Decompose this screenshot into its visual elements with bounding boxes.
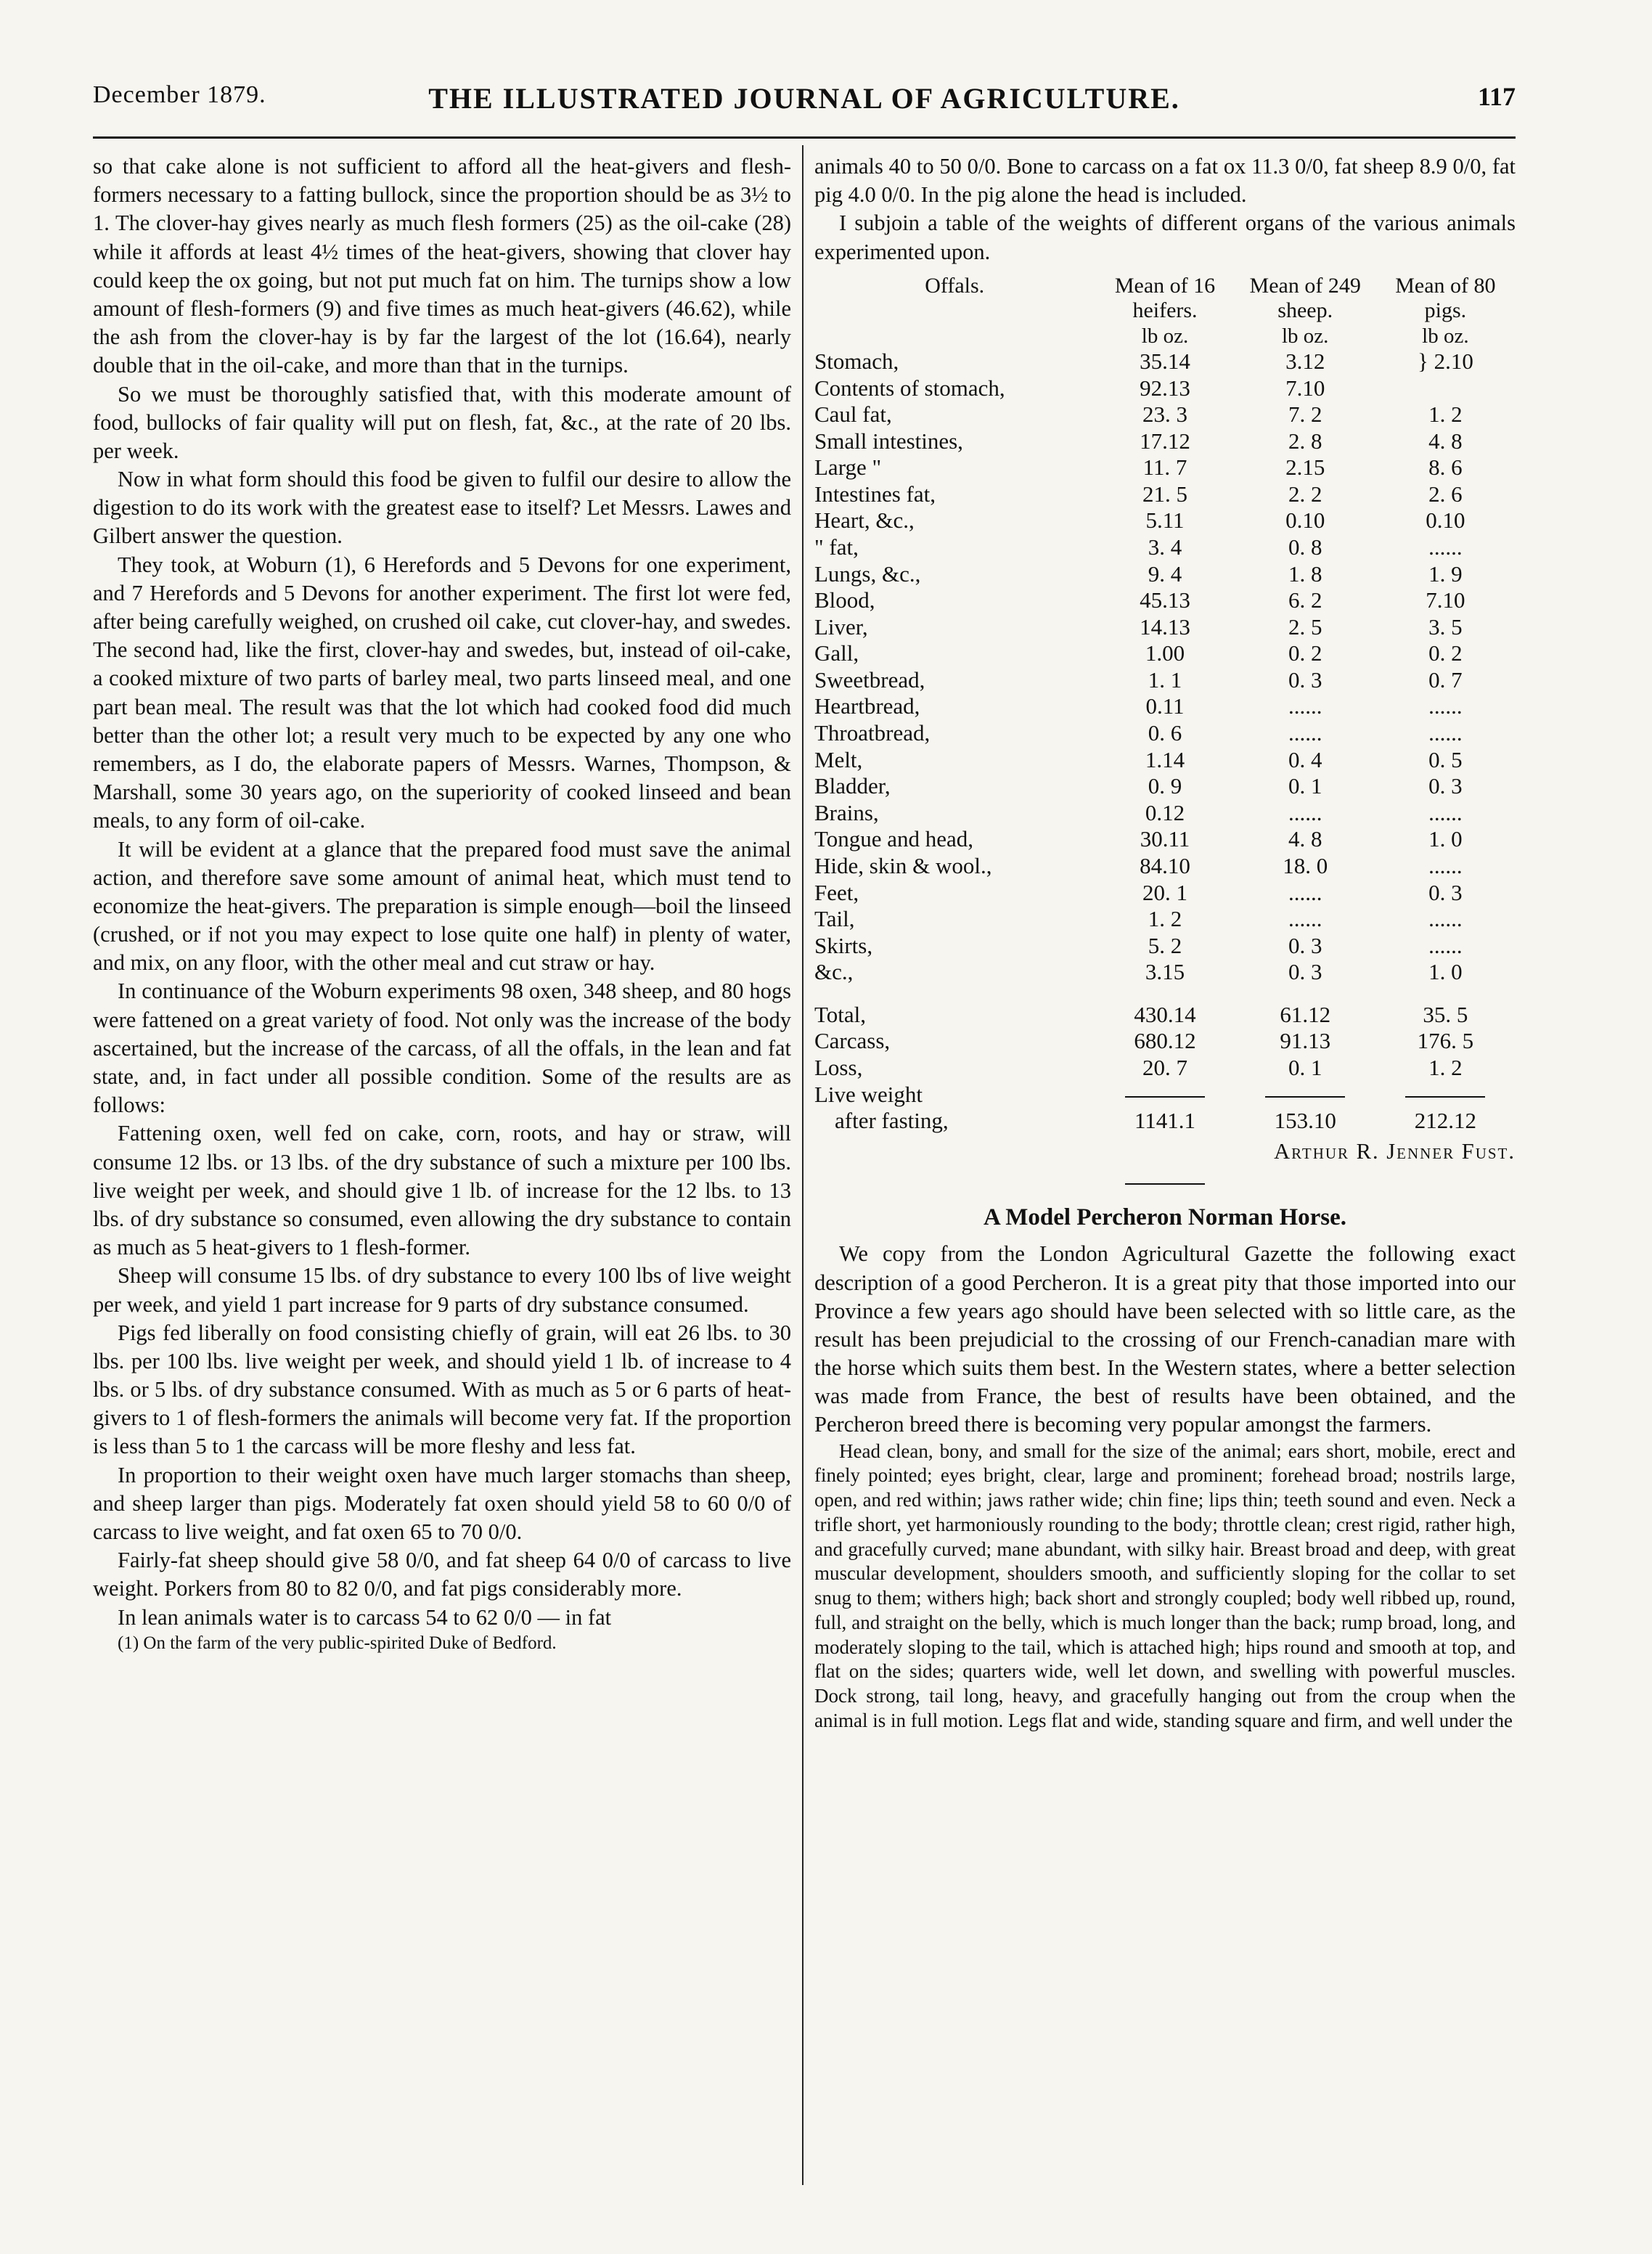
cell-pigs: 2. 6: [1428, 481, 1463, 507]
header-rule: [93, 136, 1516, 139]
row-label: Large ": [814, 454, 882, 481]
cell-pigs: 1. 0: [1428, 826, 1463, 852]
paragraph: It will be evident at a glance that the prepared food must save the animal action, and therefore save some amount of animal heat, which must tend to economize the heat-givers. The preparation is simple enough—boil the linseed (crushed, or if not you may expect to lose quite one half) in plenty of water, and mix, on any floor, with the other meal and cut straw or hay.: [93, 836, 791, 976]
cell-pigs: 176. 5: [1417, 1028, 1474, 1054]
row-label: Throatbread,: [814, 720, 931, 746]
rule-cell: [1235, 1082, 1375, 1108]
offals-table: [814, 274, 1516, 1135]
cell-pigs: ......: [1428, 720, 1463, 746]
cell-pigs: 7.10: [1426, 587, 1465, 613]
cell-pigs: ......: [1428, 852, 1463, 878]
paragraph: In lean animals water is to carcass 54 to 62 0/0 — in fat: [118, 1604, 612, 1630]
column-divider: [802, 145, 803, 2185]
cell-heifers: 17.12: [1140, 428, 1190, 454]
column-header: Mean of 249 sheep.: [1249, 273, 1361, 323]
row-label: after fasting,: [835, 1108, 949, 1134]
cell-pigs: 4. 8: [1428, 428, 1463, 454]
column-header: Offals.: [925, 273, 985, 298]
cell-heifers: 5. 2: [1148, 932, 1182, 958]
cell-sheep: 153.10: [1274, 1108, 1336, 1134]
row-label: Live weight: [814, 1081, 923, 1107]
table-row: [814, 561, 1516, 588]
cell-sheep: 0. 3: [1288, 666, 1322, 693]
rule-cell: [1375, 1082, 1516, 1108]
cell-sheep: 7. 2: [1288, 401, 1322, 428]
row-label: Heartbread,: [814, 693, 920, 719]
paragraph: Fattening oxen, well fed on cake, corn, roots, and hay or straw, will consume 12 lbs. or 13 lbs. of the dry substance of such a mixture per 100 lbs. live weight per week, and should give 1 lb. of increase for the 12 lbs. to 13 lbs. of dry substance so consumed, even allowing the dry substance to contain as much as 5 heat-givers to 1 flesh-former.: [93, 1121, 791, 1260]
cell-sheep: ......: [1288, 693, 1322, 719]
paragraph: Pigs fed liberally on food consisting chiefly of grain, will eat 26 lbs. to 30 lbs. per 100 lbs. live weight per week, and should yield 1 lb. of increase to 4 lbs. or 5 lbs. of dry substance consumed. With as much as 5 or 6 parts of heat-givers to 1 of flesh-formers the animals will become very fat. If the proportion is less than 5 to 1 the carcass will be more fleshy and less fat.: [93, 1320, 791, 1459]
table-row: [814, 1002, 1516, 1029]
page-header: [93, 81, 1516, 125]
table-row: [814, 1082, 1516, 1108]
cell-heifers: 0. 6: [1148, 720, 1182, 746]
column-header: Mean of 80 pigs.: [1395, 273, 1496, 323]
left-column: [93, 152, 791, 1655]
cell-heifers: 1. 1: [1148, 666, 1182, 693]
table-row: [814, 428, 1516, 455]
cell-heifers: 680.12: [1134, 1028, 1196, 1054]
paragraph: In continuance of the Woburn experiments 98 oxen, 348 sheep, and 80 hogs were fattened on a great variety of food. Not only was the increase of the body ascertained, but the increase of the carcass, of all the offals, in the lean and fat state, and, in fact under all possible condition. Some of the results are as follows:: [93, 979, 791, 1118]
cell-pigs: 0.10: [1426, 507, 1465, 534]
cell-pigs: ......: [1428, 932, 1463, 958]
row-label: Contents of stomach,: [814, 375, 1005, 401]
cell-sheep: 2. 8: [1288, 428, 1322, 454]
cell-pigs: ......: [1428, 534, 1463, 560]
paragraph: I subjoin a table of the weights of different organs of the various animals experimented upon.: [814, 211, 1516, 264]
cell-heifers: 21. 5: [1142, 481, 1187, 507]
paragraph: so that cake alone is not sufficient to afford all the heat-givers and flesh-formers necessary to a fatting bullock, since the proportion should be as 3½ to 1. The clover-hay gives nearly as much flesh formers (25) as the oil-cake (28) while it affords at least 4½ times of the heat-givers, showing that clover hay could keep the ox going, but not put much fat on him. The turnips show a low amount of flesh-formers (9) and five times as much heat-givers (46.62), while the ash from the clover-hay is by far the largest of the lot (16.64), nearly double that in the oil-cake, and more than that in the turnips.: [93, 154, 791, 378]
table-row: [814, 933, 1516, 960]
cell-heifers: 0. 9: [1148, 773, 1182, 799]
cell-pigs: 0. 3: [1428, 879, 1463, 905]
cell-sheep: 91.13: [1280, 1028, 1331, 1054]
table-row: [814, 534, 1516, 561]
row-label: Stomach,: [814, 348, 899, 374]
right-column: [814, 152, 1516, 1734]
page-number: 117: [1477, 82, 1516, 111]
table-row: [814, 401, 1516, 428]
cell-pigs: [1375, 375, 1516, 402]
table-row: [814, 853, 1516, 880]
cell-heifers: 1.00: [1145, 640, 1185, 666]
cell-heifers: 1. 2: [1148, 906, 1182, 932]
author-signature: Arthur R. Jenner Fust.: [1274, 1138, 1516, 1164]
cell-heifers: 3. 4: [1148, 534, 1182, 560]
paragraph: So we must be thoroughly satisfied that, with this moderate amount of food, bullocks of fair quality will put on flesh, fat, &c., at the rate of 20 lbs. per week.: [93, 381, 791, 463]
cell-pigs: 35. 5: [1423, 1001, 1468, 1027]
spacer-cell: [814, 986, 1516, 1002]
description-paragraph: Head clean, bony, and small for the size of the animal; ears short, mobile, erect and finely pointed; eyes bright, clear, large and prominent; forehead broad; nostrils large, open, and red within; jaws rather wide; chin fine; lips thin; teeth sound and even. Neck a trifle short, yet harmoniously rounding to the body; throttle clean; crest rigid, rather high, and gracefully curved; mane abundant, with silky hair. Breast broad and deep, with great muscular development, shoulders smooth, and sufficiently sloping for the collar to set snug to them; withers high; back short and strongly coupled; body well ribbed up, round, full, and straight on the belly, which is much longer than the back; rump broad, long, and moderately sloping to the tail, which is attached high; hips round and smooth at top, and flat on the sides; quarters wide, well let down, and swelling with powerful muscles. Dock strong, tail long, heavy, and gracefully hanging out from the croup when the animal is in full motion. Legs flat and wide, standing square and firm, and well under the: [814, 1440, 1516, 1731]
cell-sheep: 2. 2: [1288, 481, 1322, 507]
cell-pigs: 0. 7: [1428, 666, 1463, 693]
table-header-row: [814, 274, 1516, 324]
row-label: Melt,: [814, 746, 863, 772]
cell-heifers: 23. 3: [1142, 401, 1187, 428]
rule-cell: [1095, 1082, 1235, 1108]
row-label: Bladder,: [814, 773, 891, 799]
cell-sheep: 18. 0: [1283, 852, 1328, 878]
cell-pigs: 0. 3: [1428, 773, 1463, 799]
cell-pigs: ......: [1428, 906, 1463, 932]
sum-rule: [1125, 1096, 1205, 1102]
cell-pigs: 1. 9: [1428, 560, 1463, 587]
journal-title: THE ILLUSTRATED JOURNAL OF AGRICULTURE.: [428, 82, 1180, 115]
row-label: Loss,: [814, 1055, 863, 1080]
section-separator: [1125, 1183, 1205, 1185]
row-label: Feet,: [814, 879, 859, 905]
cell-sheep: 0. 1: [1288, 773, 1322, 799]
paragraph: animals 40 to 50 0/0. Bone to carcass on a fat ox 11.3 0/0, fat sheep 8.9 0/0, fat pig 4.0 0/0. In the pig alone the head is included.: [814, 154, 1516, 208]
column-header: Mean of 16 heifers.: [1114, 273, 1216, 323]
row-label: Tail,: [814, 906, 855, 932]
table-row: [814, 747, 1516, 774]
cell-sheep: 0. 1: [1288, 1055, 1322, 1080]
cell-sheep: 0. 8: [1288, 534, 1322, 560]
table-row: [814, 454, 1516, 481]
table-row: [814, 720, 1516, 747]
table-row: [814, 640, 1516, 667]
paragraph: Now in what form should this food be given to fulfil our desire to allow the digestion to do its work with the greatest ease to itself? Let Messrs. Lawes and Gilbert answer the question.: [93, 467, 791, 549]
row-label: Caul fat,: [814, 401, 892, 428]
cell-sheep: 0. 2: [1288, 640, 1322, 666]
row-label: Heart, &c.,: [814, 507, 915, 534]
cell-heifers: 9. 4: [1148, 560, 1182, 587]
table-row: [814, 507, 1516, 534]
cell-sheep: ......: [1288, 906, 1322, 932]
unit-row: [814, 324, 1516, 348]
row-label: Gall,: [814, 640, 859, 666]
row-label: Tongue and head,: [814, 826, 974, 852]
cell-sheep: 0. 3: [1288, 959, 1322, 985]
cell-pigs: 0. 5: [1428, 746, 1463, 772]
cell-heifers: 11. 7: [1142, 454, 1187, 481]
cell-heifers: 14.13: [1140, 613, 1190, 640]
row-label: Brains,: [814, 799, 879, 825]
unit-cell: lb oz.: [1281, 324, 1329, 348]
issue-date: December 1879.: [93, 81, 266, 108]
cell-sheep: 7.10: [1285, 375, 1325, 401]
table-row: [814, 906, 1516, 933]
unit-cell-empty: [814, 324, 1095, 348]
cell-heifers: 35.14: [1140, 348, 1190, 374]
row-label: Sweetbread,: [814, 666, 925, 693]
cell-heifers: 1141.1: [1134, 1108, 1196, 1134]
cell-pigs: ......: [1428, 799, 1463, 825]
row-label: &c.,: [814, 959, 854, 985]
cell-heifers: 20. 7: [1142, 1055, 1187, 1080]
cell-heifers: 45.13: [1140, 587, 1190, 613]
paragraph: In proportion to their weight oxen have much larger stomachs than sheep, and sheep larger than pigs. Moderately fat oxen should yield 58 to 60 0/0 of carcass to live weight, and fat oxen 65 to 70 0/0.: [93, 1462, 791, 1544]
cell-pigs: } 2.10: [1417, 348, 1473, 374]
paragraph: They took, at Woburn (1), 6 Herefords and 5 Devons for one experiment, and 7 Herefords and 5 Devons for another experiment. The first lot were fed, after being carefully weighed, on crushed oil cake, cut clover-hay, and swedes. The second had, like the first, clover-hay and swedes, but, instead of oil-cake, a cooked mixture of two parts of barley meal, two parts linseed meal, and one part bean meal. The result was that the lot which had cooked food did much better than the other lot; a result very much to be expected by any one who remembers, as I do, the elaborate papers of Messrs. Warnes, Thompson, & Marshall, some 30 years ago, on the superiority of cooked linseed and bean meals, to any form of oil-cake.: [93, 552, 791, 833]
row-label: Hide, skin & wool.,: [814, 852, 992, 878]
cell-heifers: 430.14: [1134, 1001, 1196, 1027]
cell-sheep: ......: [1288, 720, 1322, 746]
sum-rule: [1405, 1096, 1485, 1102]
table-row: [814, 667, 1516, 694]
unit-cell: lb oz.: [1141, 324, 1189, 348]
cell-heifers: 30.11: [1140, 826, 1190, 852]
row-label: Carcass,: [814, 1028, 891, 1054]
row-label: Small intestines,: [814, 428, 963, 454]
row-label: " fat,: [814, 534, 859, 560]
cell-pigs: 8. 6: [1428, 454, 1463, 481]
table-row: [814, 880, 1516, 907]
cell-sheep: ......: [1288, 879, 1322, 905]
cell-pigs: 0. 2: [1428, 640, 1463, 666]
table-row: [814, 1028, 1516, 1055]
paragraph: We copy from the London Agricultural Gazette the following exact description of a good Percheron. It is a great pity that those imported into our Province a few years ago should have been selected with so little care, as the result has been prejudicial to the crossing of our French-canadian mare with the horse which suits them best. In the Western states, where a better selection was made from France, the best of results have been obtained, and the Percheron breed there is becoming very popular amongst the farmers.: [814, 1241, 1516, 1437]
cell-sheep: 0. 4: [1288, 746, 1322, 772]
cell-heifers: 1.14: [1145, 746, 1185, 772]
cell-pigs: 212.12: [1414, 1108, 1477, 1134]
table-row: [814, 800, 1516, 827]
cell-heifers: 0.11: [1145, 693, 1185, 719]
table-row: [814, 1055, 1516, 1082]
cell-heifers: 92.13: [1140, 375, 1190, 401]
table-row: [814, 1108, 1516, 1135]
paragraph: Fairly-fat sheep should give 58 0/0, and fat sheep 64 0/0 of carcass to live weight. Porkers from 80 to 82 0/0, and fat pigs considerably more.: [93, 1548, 791, 1601]
table-row: [814, 614, 1516, 641]
cell-pigs: 3. 5: [1428, 613, 1463, 640]
row-label: Total,: [814, 1001, 867, 1027]
cell-sheep: ......: [1288, 799, 1322, 825]
row-label: Intestines fat,: [814, 481, 936, 507]
cell-sheep: 2. 5: [1288, 613, 1322, 640]
unit-cell: lb oz.: [1422, 324, 1469, 348]
totals-section: [814, 986, 1516, 1135]
cell-sheep: 6. 2: [1288, 587, 1322, 613]
cell-sheep: 4. 8: [1288, 826, 1322, 852]
cell-heifers: 0.12: [1145, 799, 1185, 825]
row-label: Liver,: [814, 613, 868, 640]
cell-sheep: 0.10: [1285, 507, 1325, 534]
table-row: [814, 693, 1516, 720]
table-row: [814, 826, 1516, 853]
table-row: [814, 587, 1516, 614]
offal-rows: [814, 348, 1516, 986]
cell-pigs: 1. 0: [1428, 959, 1463, 985]
spacer-row: [814, 986, 1516, 1002]
table-row: [814, 481, 1516, 508]
row-label: Lungs, &c.,: [814, 560, 921, 587]
cell-pigs: ......: [1428, 693, 1463, 719]
article-title: A Model Percheron Norman Horse.: [983, 1204, 1347, 1230]
cell-sheep: 3.12: [1285, 348, 1325, 374]
cell-heifers: 3.15: [1145, 959, 1185, 985]
footnote: (1) On the farm of the very public-spirited Duke of Bedford.: [118, 1633, 557, 1653]
cell-pigs: 1. 2: [1428, 1055, 1463, 1080]
sum-rule: [1265, 1096, 1345, 1102]
cell-heifers: 84.10: [1140, 852, 1190, 878]
cell-sheep: 0. 3: [1288, 932, 1322, 958]
cell-heifers: 20. 1: [1142, 879, 1187, 905]
table-row: [814, 375, 1516, 402]
paragraph: Sheep will consume 15 lbs. of dry substance to every 100 lbs of live weight per week, and yield 1 part increase for 9 parts of dry substance consumed.: [93, 1263, 791, 1317]
cell-sheep: 1. 8: [1288, 560, 1322, 587]
row-label: Skirts,: [814, 932, 873, 958]
cell-sheep: 2.15: [1285, 454, 1325, 481]
cell-pigs: 1. 2: [1428, 401, 1463, 428]
table-row: [814, 959, 1516, 986]
cell-sheep: 61.12: [1280, 1001, 1331, 1027]
row-label: Blood,: [814, 587, 875, 613]
table-row: [814, 773, 1516, 800]
cell-heifers: 5.11: [1145, 507, 1185, 534]
table-row: [814, 348, 1516, 375]
